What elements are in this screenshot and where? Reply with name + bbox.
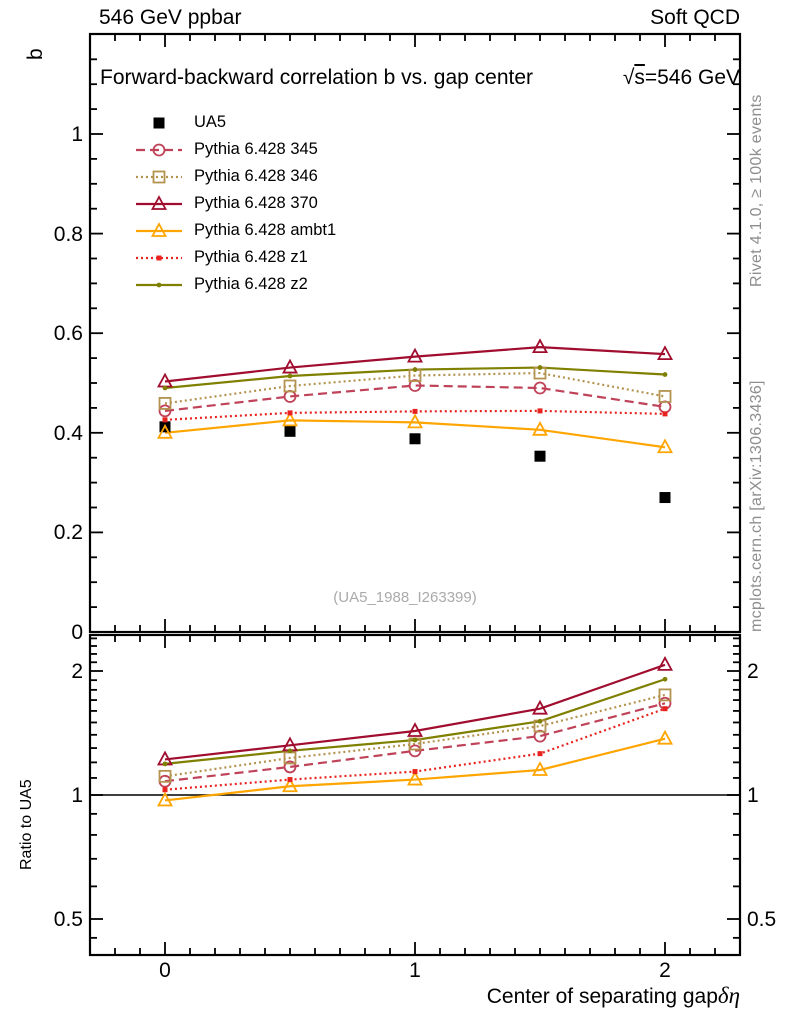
series-marker-main — [413, 409, 418, 414]
process-label: Soft QCD — [650, 6, 740, 29]
rivet-version-note: Rivet 4.1.0, ≥ 100k events — [748, 94, 765, 287]
series-line-main — [165, 385, 665, 410]
series-marker-ratio — [288, 777, 293, 782]
series-marker-ratio — [659, 732, 672, 744]
legend — [134, 109, 336, 298]
series-marker-main — [663, 411, 668, 416]
legend-sample-icon — [134, 194, 184, 214]
energy-label — [623, 66, 740, 90]
series-marker-ratio — [538, 751, 543, 756]
sqrt-symbol: √ — [622, 66, 635, 89]
series-marker-main — [660, 492, 671, 503]
sqrt-s: s — [634, 66, 645, 89]
series-marker-main — [163, 417, 168, 422]
legend-sample-icon — [134, 221, 184, 241]
ratio-y-tick-label-right: 1 — [747, 784, 759, 807]
energy-value: =546 GeV — [644, 66, 740, 89]
legend-sample-icon — [134, 275, 184, 295]
legend-sample-icon — [134, 167, 184, 187]
series-marker-ratio — [659, 658, 672, 670]
legend-item — [134, 271, 336, 298]
legend-item — [134, 163, 336, 190]
series-marker-legend — [154, 117, 165, 128]
main-y-tick-label: 0.2 — [53, 521, 83, 545]
series-marker-main — [163, 386, 168, 391]
legend-label: Pythia 6.428 345 — [194, 140, 318, 158]
main-y-tick-label: 0.4 — [53, 421, 83, 445]
legend-sample-icon — [134, 113, 184, 133]
legend-item — [134, 136, 336, 163]
legend-label: Pythia 6.428 z2 — [194, 275, 308, 293]
series-marker-main — [288, 410, 293, 415]
x-axis-title-greek: δη — [717, 983, 740, 1008]
legend-item — [134, 190, 336, 217]
series-marker-ratio — [163, 787, 168, 792]
analysis-watermark: (UA5_1988_I263399) — [333, 589, 477, 606]
series-line-main — [165, 373, 665, 403]
legend-item — [134, 109, 336, 136]
series-marker-ratio — [538, 719, 543, 724]
ratio-y-tick-label-right: 2 — [747, 660, 759, 683]
legend-sample-icon — [134, 248, 184, 268]
ratio-y-tick-label: 1 — [71, 784, 83, 807]
legend-label: Pythia 6.428 346 — [194, 167, 318, 185]
legend-label: UA5 — [194, 113, 227, 131]
x-axis-title — [487, 983, 740, 1009]
series-marker-ratio — [413, 738, 418, 743]
x-tick-label: 1 — [409, 959, 421, 982]
legend-label: Pythia 6.428 370 — [194, 194, 318, 212]
y-axis-title-main: b — [24, 48, 47, 60]
series-marker-ratio — [163, 761, 168, 766]
main-y-tick-label: 1 — [71, 123, 83, 146]
ratio-y-tick-label-right: 0.5 — [747, 908, 777, 931]
x-tick-label: 2 — [659, 959, 671, 982]
x-axis-title-text: Center of separating gap — [486, 985, 718, 1008]
legend-label: Pythia 6.428 z1 — [194, 248, 308, 266]
series-marker-ratio — [288, 748, 293, 753]
series-marker-main — [288, 374, 293, 379]
series-marker-main — [413, 367, 418, 372]
legend-item — [134, 217, 336, 244]
series-marker-main — [410, 433, 421, 444]
series-marker-legend — [157, 255, 162, 260]
series-marker-main — [285, 426, 296, 437]
series-marker-main — [538, 408, 543, 413]
x-tick-label: 0 — [159, 959, 171, 982]
legend-sample-icon — [134, 140, 184, 160]
ratio-y-tick-label: 0.5 — [53, 908, 83, 931]
main-y-tick-label: 0 — [71, 621, 83, 644]
series-marker-ratio — [413, 769, 418, 774]
series-marker-main — [663, 372, 668, 377]
main-y-tick-label: 0.6 — [53, 322, 83, 346]
y-axis-title-ratio: Ratio to UA5 — [18, 779, 35, 870]
beam-label: 546 GeV ppbar — [99, 6, 242, 29]
series-marker-ratio — [663, 677, 668, 682]
series-marker-legend — [157, 282, 162, 287]
main-y-tick-label: 0.8 — [53, 222, 83, 246]
plot-title: Forward-backward correlation b vs. gap center — [100, 66, 534, 89]
series-marker-ratio — [663, 706, 668, 711]
legend-label: Pythia 6.428 ambt1 — [194, 221, 337, 239]
ratio-y-tick-label: 2 — [71, 660, 83, 683]
series-marker-main — [535, 451, 546, 462]
mcplots-arxiv-note: mcplots.cern.ch [arXiv:1306.3436] — [748, 380, 765, 632]
series-marker-main — [538, 365, 543, 370]
legend-item — [134, 244, 336, 271]
